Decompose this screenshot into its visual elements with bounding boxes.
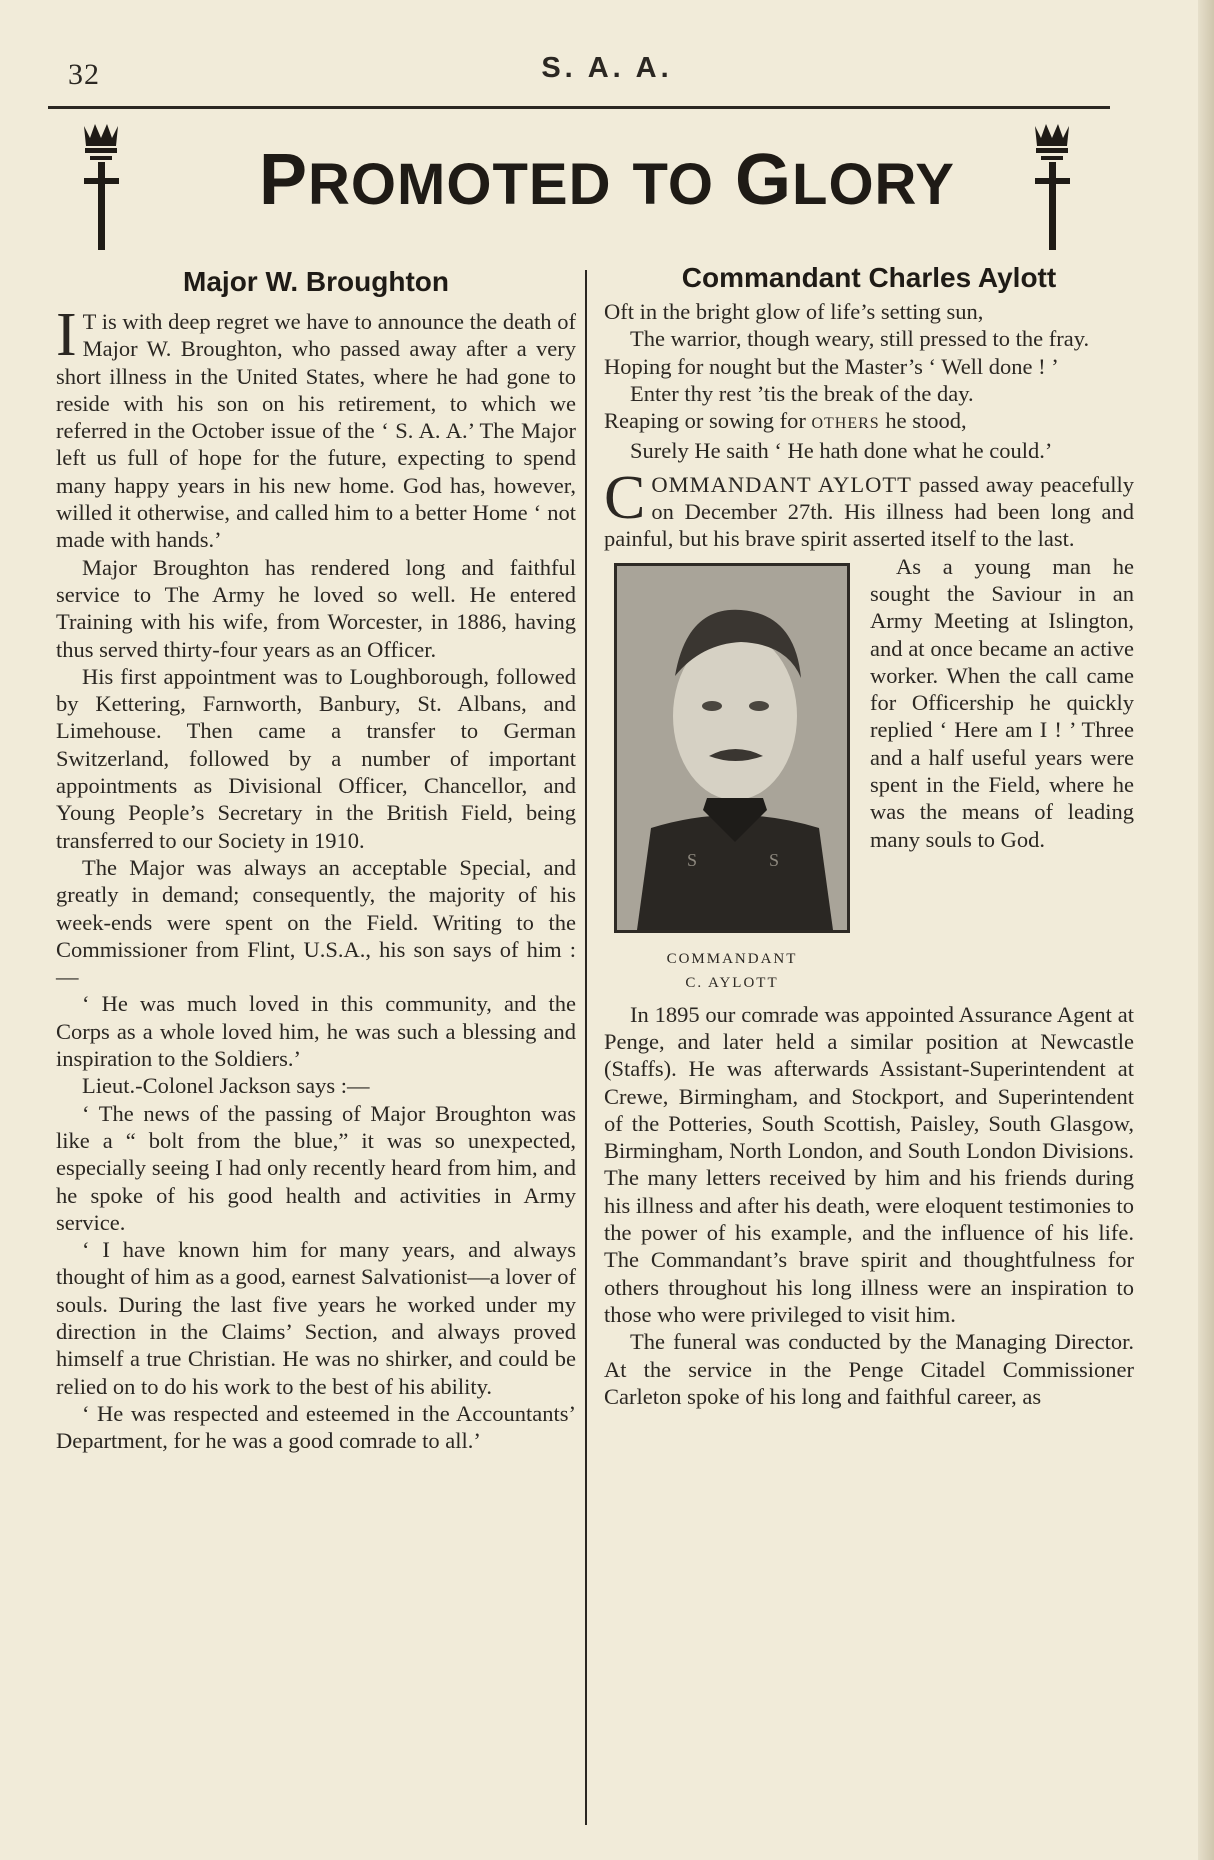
poem-line: Surely He saith ‘ He hath done what he could.’ xyxy=(630,438,1053,464)
page-number: 32 xyxy=(68,58,100,91)
page-edge xyxy=(1198,0,1214,1860)
article-paragraph: The funeral was conducted by the Managing Director. At the service in the Penge Citadel Commissioner Carleton spoke of his long and faithful career, as xyxy=(604,1329,1134,1409)
article-paragraph: I T is with deep regret we have to announce the death of Major W. Broughton, who passed away after a very short illness in the United States, where he had gone to reside with his son on his retirement, to which we referred in the October issue of the ‘ S. A. A.’ The Major left us full of hope for the future, expecting to spend many happy years in his new home. God has, however, willed it otherwise, and called him to a better Home ‘ not made with hands.’ xyxy=(56,301,576,553)
title-word: ROMOTED xyxy=(308,152,612,217)
lead-caps: OMMANDANT AYLOTT xyxy=(651,471,912,497)
page-title xyxy=(0,142,1214,223)
portrait-illustration xyxy=(617,566,847,930)
article-paragraph: Lieut.-Colonel Jackson says :— xyxy=(82,1073,370,1099)
svg-text:S: S xyxy=(769,849,780,870)
poem xyxy=(604,298,1134,465)
article-paragraph: His first appointment was to Loughborough, followed by Kettering, Farnworth, Banbury, St. Albans, and Limehouse. Then came a transfer to German Switzerland, followed by a number of important appointments as Divisional Officer, Chancellor, and Young People’s Secretary in the British Field, being transferred to our Society in 1910. xyxy=(56,663,576,853)
article-paragraph: The Major was always an acceptable Special, and greatly in demand; consequently, the majority of his week-ends were spent on the Field. Writing to the Commissioner from Flint, U.S.A., his son says of him :— xyxy=(56,854,576,990)
emphasis-caps: OTHERS xyxy=(811,415,880,433)
broughton-article xyxy=(56,262,576,1454)
article-paragraph: ‘ He was much loved in this community, and the Corps as a whole loved him, he was such a blessing and inspiration to the Soldiers.’ xyxy=(56,991,576,1072)
article-paragraph: ‘ I have known him for many years, and always thought of him as a good, earnest Salvationist—a lover of souls. During the last five years he worked under my direction in the Claims’ Section, and always proved himself a true Christian. He was no shirker, and could be relied on to do his work to the best of his ability. xyxy=(56,1237,576,1399)
drop-cap: C xyxy=(604,463,646,532)
running-head: S. A. A. xyxy=(541,52,673,84)
article-paragraph: ‘ The news of the passing of Major Broughton was like a “ bolt from the blue,” it was so unexpected, especially seeing I had only recently heard from him, and he spoke of his good health and activities in Army service. xyxy=(56,1100,576,1235)
portrait-figure xyxy=(614,563,850,995)
title-initial: G xyxy=(735,140,793,220)
title-word: LORY xyxy=(792,152,955,217)
article-heading: Commandant Charles Aylott xyxy=(681,262,1057,293)
poem-line: Enter thy rest ’tis the break of the day. xyxy=(630,380,974,406)
poem-line: Oft in the bright glow of life’s setting sun, xyxy=(604,299,984,324)
poem-line: The warrior, though weary, still pressed to the fray. xyxy=(630,326,1090,352)
article-heading: Major W. Broughton xyxy=(183,266,449,297)
title-word: TO xyxy=(632,152,714,217)
title-initial: P xyxy=(259,140,309,220)
drop-cap: I xyxy=(56,301,77,369)
aylott-article xyxy=(604,258,1134,1410)
header-rule xyxy=(48,106,1110,109)
svg-text:S: S xyxy=(687,849,698,870)
column-divider xyxy=(585,270,587,1825)
article-paragraph: Major Broughton has rendered long and faithful service to The Army he loved so well. He entered Training with his wife, from Worcester, in 1886, having thus served thirty-four years as an Officer. xyxy=(56,554,576,662)
article-paragraph: ‘ He was respected and esteemed in the Accountants’ Department, for he was a good comrade to all.’ xyxy=(56,1400,576,1454)
portrait-photo xyxy=(614,563,850,933)
photo-caption: COMMANDANT C. AYLOTT xyxy=(666,950,798,991)
article-paragraph: As a young man he sought the Saviour in an Army Meeting at Islington, and at once became an active worker. When the call came for Officership he quickly replied ‘ Here am I ! ’ Three and a half useful years were spent in the Field, where he was the means of leading many souls to God. xyxy=(870,553,1134,852)
poem-line: Hoping for nought but the Master’s ‘ Well done ! ’ xyxy=(604,353,1059,379)
article-paragraph: In 1895 our comrade was appointed Assurance Agent at Penge, and later held a similar position at Newcastle (Staffs). He was afterwards Assistant-Superintendent at Crewe, Birmingham, and Stockport, and Superintendent of the Potteries, South Scottish, Paisley, South Glasgow, Birmingham, North London, and South London Divisions. The many letters received by him and his friends during his illness and after his death, were eloquent testimonies to the power of his example, and the influence of his life. The Commandant’s brave spirit and thoughtfulness for others throughout his long illness were an inspiration to those who were privileged to visit him. xyxy=(604,1001,1134,1327)
article-paragraph: COMMANDANT AYLOTT passed away peacefully on December 27th. His illness had been long and painful, but his brave spirit asserted itself to the last. xyxy=(604,463,1135,552)
poem-line: Reaping or sowing for OTHERS he stood, xyxy=(604,408,967,434)
